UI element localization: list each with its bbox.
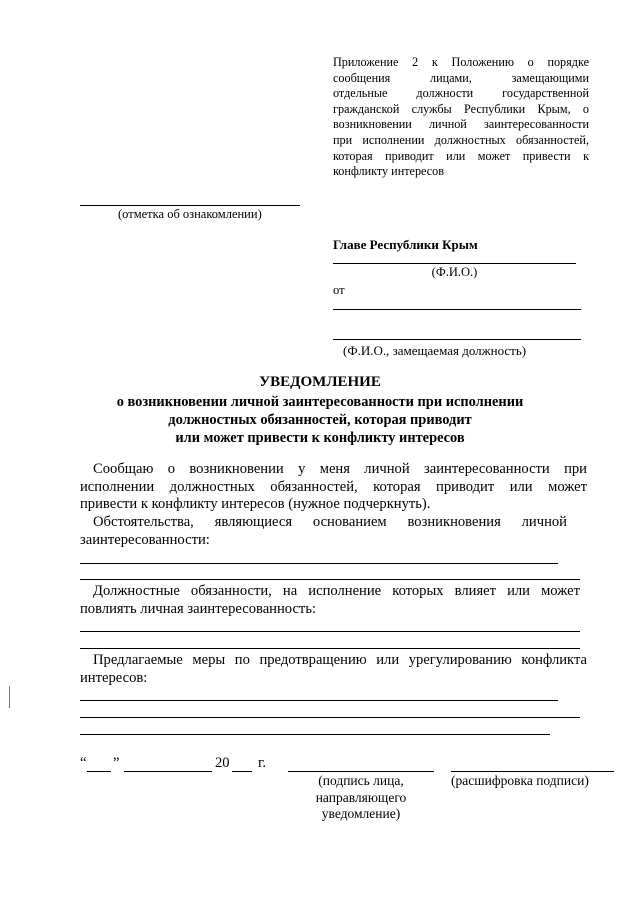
acknowledgement-field[interactable] (80, 205, 300, 206)
addressee-fio-field[interactable] (333, 263, 576, 264)
appendix-line: возникновении личной заинтересованности (333, 117, 589, 132)
date-year-prefix: 20 (215, 755, 230, 771)
text-line: Обстоятельства, являющиеся основанием возникновения личной (93, 514, 567, 530)
appendix-line: которая приводит или может привести к (333, 148, 589, 163)
notice-subtitle (60, 393, 580, 447)
date-close-quote: ” (113, 755, 120, 771)
date-month-field[interactable] (124, 771, 212, 772)
paragraph-report (80, 461, 587, 514)
text-line: заинтересованности: (80, 531, 210, 548)
from-label: от (333, 283, 345, 297)
subtitle-line: о возникновении личной заинтересованности при исполнении (116, 394, 524, 410)
signature-decode-field[interactable] (451, 771, 614, 772)
text-line: Сообщаю о возникновении у меня личной заинтересованности при (93, 461, 587, 477)
acknowledgement-label: (отметка об ознакомлении) (118, 207, 262, 221)
text-line: исполнении должностных обязанностей, которая приводит или может (80, 478, 587, 495)
appendix-line: конфликту интересов (333, 164, 445, 179)
date-year-suffix: г. (258, 755, 266, 771)
from-field-2[interactable] (333, 339, 581, 340)
fio-label: (Ф.И.О.) (431, 265, 478, 279)
subtitle-line: должностных обязанностей, которая приводит (168, 412, 472, 428)
signer-label-line: уведомление) (321, 806, 401, 821)
duties-field-2[interactable] (80, 648, 580, 649)
subtitle-line: или может привести к конфликту интересов (175, 430, 465, 446)
signer-label-line: направляющего (315, 789, 407, 805)
text-line: повлиять личная заинтересованность: (80, 600, 317, 617)
text-line: Предлагаемые меры по предотвращению или урегулированию конфликта (93, 652, 587, 668)
paragraph-circumstances (80, 514, 567, 549)
measures-field-2[interactable] (80, 717, 580, 718)
text-line: интересов: (80, 669, 148, 686)
circumstances-field-2[interactable] (80, 579, 580, 580)
date-open-quote: “ (80, 755, 87, 771)
appendix-line: сообщения лицами, замещающими (333, 70, 589, 85)
notice-title: УВЕДОМЛЕНИЕ (259, 374, 381, 390)
appendix-line: отдельные должности государственной (333, 86, 589, 101)
appendix-line: гражданской службы Республики Крым, о (333, 101, 589, 116)
date-day-field[interactable] (87, 771, 111, 772)
measures-field-1[interactable] (80, 700, 558, 701)
appendix-line: при исполнении должностных обязанностей, (333, 132, 589, 147)
measures-field-3[interactable] (80, 734, 550, 735)
addressee: Главе Республики Крым (333, 237, 478, 252)
text-line: Должностные обязанности, на исполнение которых влияет или может (93, 583, 580, 599)
date-year-field[interactable] (232, 771, 252, 772)
fio-position-label: (Ф.И.О., замещаемая должность) (343, 343, 527, 358)
signature-field[interactable] (288, 771, 434, 772)
text-line: привести к конфликту интересов (нужное подчеркнуть). (80, 496, 431, 512)
duties-field-1[interactable] (80, 631, 580, 632)
paragraph-measures (80, 652, 587, 687)
decode-label: (расшифровка подписи) (451, 773, 589, 788)
scan-margin-mark (9, 686, 10, 708)
signer-label (288, 773, 434, 823)
from-field-1[interactable] (333, 309, 581, 310)
circumstances-field-1[interactable] (80, 563, 558, 564)
signer-label-line: (подпись лица, (318, 773, 404, 788)
appendix-header (333, 55, 589, 180)
appendix-line: Приложение 2 к Положению о порядке (333, 55, 589, 69)
paragraph-duties (80, 583, 580, 618)
